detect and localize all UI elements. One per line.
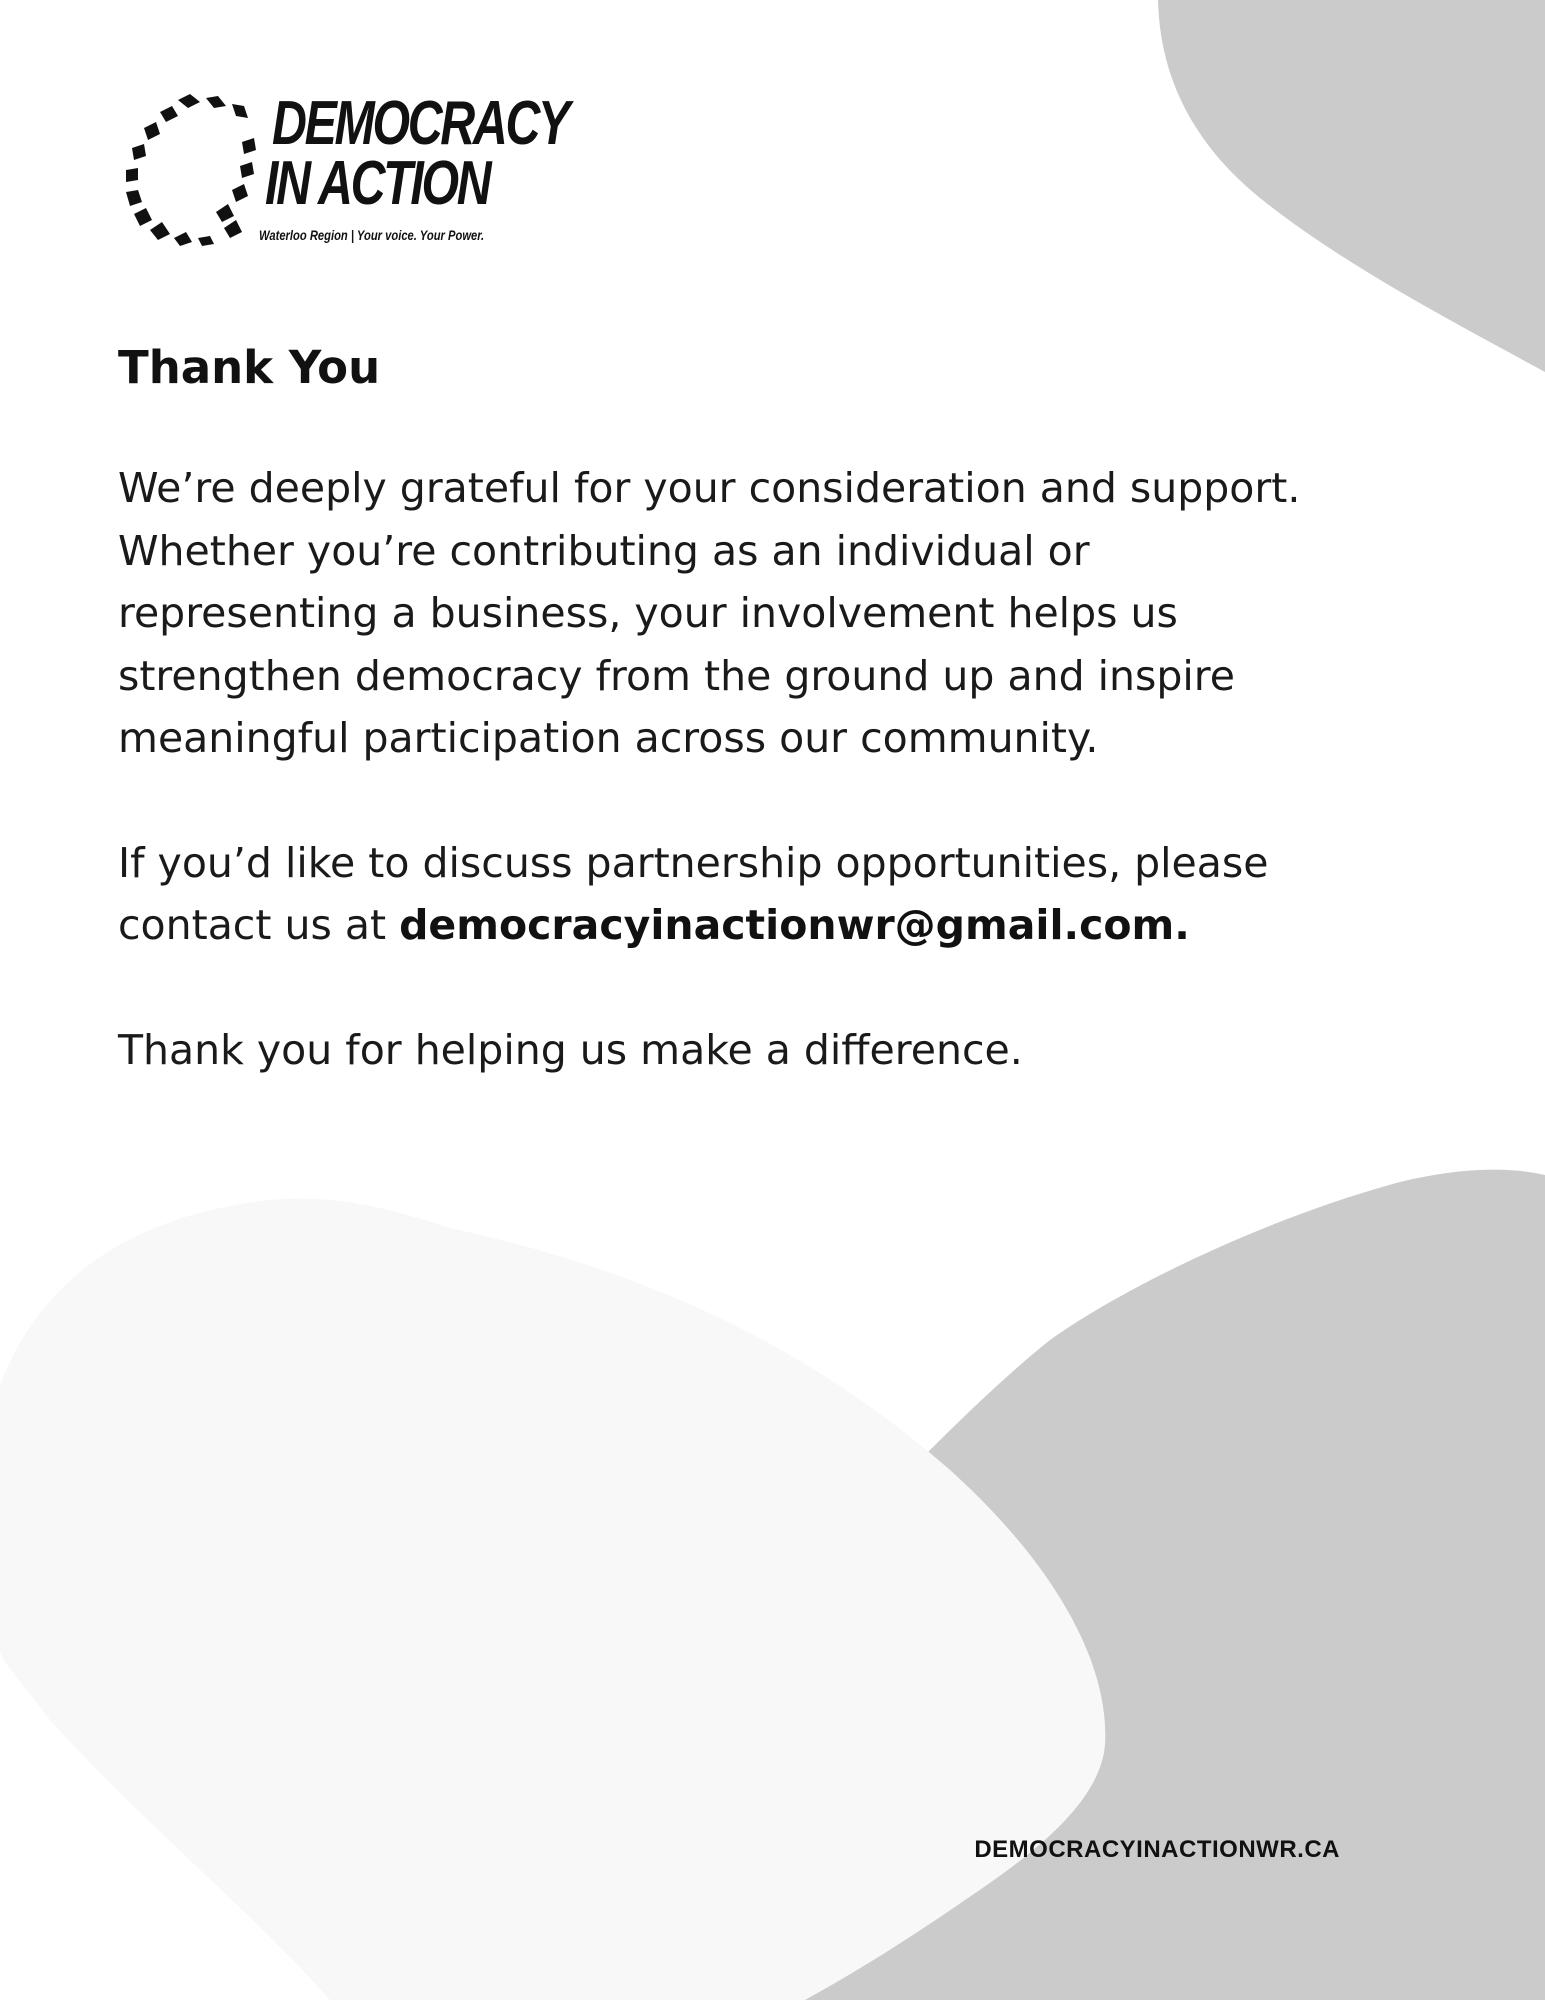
top-right-blob bbox=[1158, 0, 1545, 372]
logo-line-democracy: DEMOCRACY bbox=[272, 89, 568, 158]
letter-content bbox=[118, 330, 1418, 1081]
closing-paragraph: Thank you for helping us make a difference. bbox=[118, 1025, 1023, 1074]
contact-paragraph bbox=[118, 832, 1418, 957]
logo-wordmark bbox=[259, 89, 582, 244]
logo-tagline: Waterloo Region | Your voice. Your Power. bbox=[259, 227, 485, 243]
page-title: Thank You bbox=[118, 341, 381, 394]
bottom-left-blob bbox=[0, 1199, 1105, 2000]
footer-website-url: DEMOCRACYINACTIONWR.CA bbox=[974, 1836, 1340, 1863]
logo-line-in-action: IN ACTION bbox=[265, 149, 490, 218]
email-address: democracyinactionwr@gmail.com. bbox=[399, 901, 1190, 949]
logo bbox=[120, 89, 580, 252]
logo-ring-icon bbox=[120, 92, 270, 247]
contact-text: If you’d like to discuss partnership opportunities, please contact us at bbox=[118, 838, 1269, 949]
gratitude-paragraph: We’re deeply grateful for your consideration and support. Whether you’re contributing as an individual or representing a business, your involvement helps us strengthen democracy from the ground up and inspire meaningful participation across our community. bbox=[118, 464, 1301, 762]
